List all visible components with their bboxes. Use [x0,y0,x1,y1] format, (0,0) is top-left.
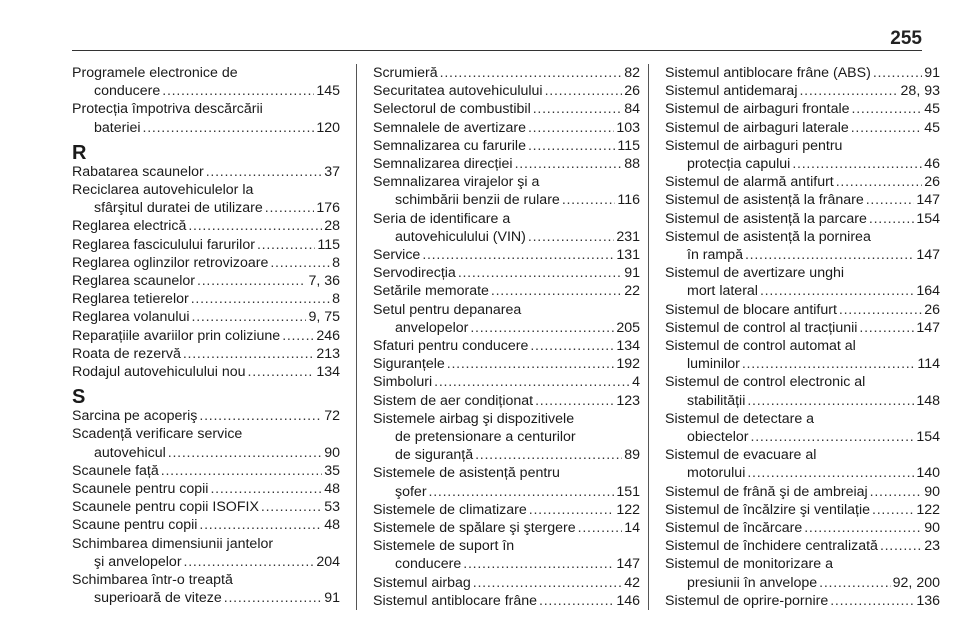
index-entry-page: 204 [316,553,340,570]
index-entry-term: Sistemul de asistență la frânare [665,192,864,209]
index-entry [665,210,940,228]
index-entry-term: bateriei [94,119,141,136]
index-entry [373,337,640,355]
index-entry-page: 45 [924,101,940,118]
index-entry-term: Siguranțele [373,356,445,373]
index-entry-term: Reglarea electrică [72,218,187,235]
index-entry [665,100,940,118]
index-entry [373,592,640,610]
index-entry-term: Sistemul de control al tracțiunii [665,319,858,336]
dot-leader [745,246,914,264]
index-entry [665,483,940,501]
index-entry [72,571,340,607]
index-entry-term: Sistemul de încărcare [665,520,803,537]
dot-leader [440,64,623,82]
index-column-3 [648,64,940,610]
index-entry-term: Roata de rezervă [72,345,181,362]
index-entry-page: 91 [324,590,340,607]
index-entry-term: Scaunele pentru copii ISOFIX [72,499,259,516]
index-entry-page: 23 [924,538,940,555]
index-entry [373,264,640,282]
index-entry-page: 213 [316,345,340,362]
index-entry [373,410,640,465]
index-entry [72,217,340,235]
index-entry [665,519,940,537]
dot-leader [206,163,323,181]
index-entry-term: Sistemul de airbaguri laterale [665,119,849,136]
dot-leader [197,272,306,290]
index-entry [373,501,640,519]
index-entry-page: 28, 93 [900,83,940,100]
index-entry-page: 116 [617,192,640,209]
index-entry-term: Securitatea autovehiculului [373,83,543,100]
dot-leader [545,82,623,100]
index-entry [373,373,640,391]
index-entry-term: Sistemul de asistență la parcare [665,210,867,227]
index-entry [373,355,640,373]
index-entry-term: Setările memorate [373,283,489,300]
index-entry-term: Sistemul de frână şi de ambreiaj [665,483,868,500]
dot-leader [224,589,322,607]
index-entry-page: 147 [916,319,940,336]
index-entry [373,82,640,100]
index-entry-page: 82 [624,65,640,81]
index-entry [72,181,340,217]
index-entry [373,100,640,118]
dot-leader [168,444,322,462]
index-entry-page: 205 [616,319,640,336]
index-entry [373,519,640,537]
index-entry-term: Reglarea tetierelor [72,291,189,308]
index-entry-page: 26 [924,174,940,191]
dot-leader [183,345,314,363]
dot-leader [463,555,614,573]
index-entry-term: Reparațiile avariilor prin coliziune [72,327,281,344]
dot-leader [539,592,614,610]
index-entry-term: Scrumieră [373,65,438,81]
index-entry-page: 148 [916,392,940,409]
index-entry-page: 103 [616,119,640,136]
index-entry-term: protecția capului [687,156,791,173]
index-entry-term: Sistemul airbag [373,574,471,591]
index-entry-text: Sistemul de detectare a [665,410,815,427]
index-entry-term: mort lateral [687,283,758,300]
index-entry-term: Sistemul de blocare antifurt [665,301,837,318]
index-entry-page: 8 [332,291,340,308]
index-entry-page: 48 [324,517,340,534]
dot-leader [869,210,914,228]
index-entry-text: Protecția împotriva descărcării [72,101,263,118]
dot-leader [873,64,922,82]
index-entry [665,64,940,82]
index-entry-page: 42 [624,574,640,591]
index-entry-page: 4 [632,374,640,391]
index-entry-term: sfârşitul duratei de utilizare [94,200,263,217]
index-entry-page: 90 [924,520,940,537]
dot-leader [851,119,922,137]
dot-leader [535,392,614,410]
index-entry-page: 146 [616,592,640,609]
index-entry-page: 22 [624,283,640,300]
index-entry [373,155,640,173]
dot-leader [491,282,622,300]
index-entry-page: 14 [624,520,640,537]
index-entry-page: 131 [616,247,640,264]
index-entry [373,173,640,209]
index-entry-term: conducere [94,83,161,100]
index-entry [72,327,340,345]
dot-leader [475,446,622,464]
index-entry [373,464,640,500]
dot-leader [839,301,922,319]
index-entry-term: Sistemul de alarmă antifurt [665,174,834,191]
dot-leader [870,483,923,501]
index-entry-term: Sistem de aer condiționat [373,392,534,409]
index-entry-page: 147 [916,192,940,209]
index-entry-term: luminilor [687,356,740,373]
dot-leader [751,428,915,446]
dot-leader [261,498,322,516]
dot-leader [270,254,330,272]
dot-leader [530,337,614,355]
index-entry-term: Sistemele de spălare şi ştergere [373,520,576,537]
index-entry [665,301,940,319]
index-entry [373,137,640,155]
dot-leader [184,553,315,571]
index-entry [72,480,340,498]
index-entry-page: 91 [924,65,940,81]
index-entry-term: Sistemul antidemaraj [665,83,798,100]
index-entry-text: Sistemele de asistență pentru [373,465,560,482]
index-entry-term: motorului [687,465,746,482]
index-entry [665,264,940,300]
index-entry-term: Reglarea scaunelor [72,273,196,290]
dot-leader [760,282,914,300]
index-entry-term: Reglarea oglinzilor retrovizoare [72,254,269,271]
index-entry-text: Sistemul de monitorizare a [665,556,833,573]
dot-leader [210,480,322,498]
dot-leader [473,574,622,592]
index-entry-text: Sistemul de avertizare unghi [665,265,845,282]
index-entry-page: 26 [924,301,940,318]
index-entry-term: Sistemul de închidere centralizată [665,538,878,555]
dot-leader [799,82,898,100]
section-letter: S [72,386,86,409]
dot-leader [248,363,315,381]
index-entry [373,392,640,410]
index-entry-page: 115 [317,236,340,253]
index-entry-term: şi anvelopelor [94,553,182,570]
index-entry-text: Sistemele airbag şi dispozitivele [373,410,575,427]
index-entry-term: şofer [395,483,427,500]
index-entry-page: 154 [916,429,940,446]
index-entry-page: 140 [916,465,940,482]
index-entry-text: Setul pentru depanarea [373,301,522,318]
dot-leader [859,319,914,337]
index-entry-page: 192 [616,356,640,373]
index-entry [72,254,340,272]
index-entry [72,272,340,290]
header-rule [72,50,922,51]
dot-leader [162,82,314,100]
index-entry [665,82,940,100]
dot-leader [742,355,916,373]
index-entry [373,246,640,264]
index-entry-page: 122 [616,501,640,518]
index-entry-term: Scaune pentru copii [72,517,198,534]
index-entry-term: Service [373,247,421,264]
index-column-2 [356,64,648,610]
dot-leader [188,217,322,235]
index-entry [373,119,640,137]
index-entry [665,191,940,209]
index-entry-page: 122 [916,501,940,518]
dot-leader [852,100,923,118]
index-entry-term: Sarcina pe acoperiş [72,408,198,425]
index-entry-page: 114 [917,356,940,373]
index-entry [665,173,940,191]
index-entry-text: Schimbarea dimensiunii jantelor [72,535,274,552]
index-entry [72,462,340,480]
index-entry-page: 151 [616,483,640,500]
index-entry-page: 145 [316,83,340,100]
index-entry [72,308,340,326]
index-entry-page: 90 [924,483,940,500]
index-entry-page: 134 [616,338,640,355]
index-entry [373,537,640,573]
dot-leader [143,119,315,137]
index-entry [373,574,640,592]
index-entry [72,163,340,181]
index-entry [665,501,940,519]
index-entry [72,407,340,425]
index-entry-term: Scaunele față [72,462,159,479]
dot-leader [880,537,922,555]
index-entry-term: Simboluri [373,374,433,391]
dot-leader [434,373,630,391]
dot-leader [562,191,616,209]
dot-leader [747,464,914,482]
dot-leader [819,574,891,592]
index-entry [665,555,940,591]
index-entry-page: 35 [324,462,340,479]
index-entry-term: presiunii în anvelope [687,574,818,591]
index-entry [72,516,340,534]
index-entry-page: 154 [916,210,940,227]
dot-leader [470,319,614,337]
index-entry-page: 176 [316,200,340,217]
dot-leader [528,228,614,246]
index-entry [72,345,340,363]
index-entry-text: Schimbarea într-o treaptă [72,572,233,589]
index-entry [665,228,940,264]
dot-leader [447,355,615,373]
dot-leader [804,519,922,537]
index-entry [665,446,940,482]
index-entry-page: 26 [624,83,640,100]
index-entry-page: 88 [624,156,640,173]
index-entry-text: Sistemul de control electronic al [665,374,866,391]
index-entry-term: în rampă [687,247,743,264]
index-entry-text: de pretensionare a centurilor [395,429,576,446]
index-entry-text: Sistemul de airbaguri pentru [665,137,843,154]
dot-leader [836,173,922,191]
index-entry-term: Sistemul de încălzire şi ventilație [665,501,871,518]
index-entry-page: 91 [624,265,640,282]
index-columns [72,64,940,610]
index-entry-page: 89 [624,447,640,464]
index-entry-page: 246 [316,327,340,344]
index-entry-term: Semnalizarea direcției [373,156,513,173]
dot-leader [422,246,614,264]
index-entry-term: Rodajul autovehiculului nou [72,364,246,381]
index-entry-page: 46 [924,156,940,173]
index-entry-term: autovehicul [94,444,166,461]
dot-leader [265,199,315,217]
dot-leader [458,264,622,282]
index-entry-text: Sistemul de control automat al [665,338,856,355]
index-entry-text: Seria de identificare a [373,210,511,227]
dot-leader [515,155,623,173]
index-entry [373,210,640,246]
dot-leader [866,191,915,209]
index-entry [665,119,940,137]
dot-leader [533,100,623,118]
index-entry [665,137,940,173]
index-entry-page: 120 [316,119,340,136]
index-entry-page: 147 [616,556,640,573]
index-entry-page: 92, 200 [892,574,940,591]
index-entry-term: Sistemul antiblocare frâne [373,592,538,609]
dot-leader [528,119,614,137]
index-entry [72,363,340,381]
index-entry [72,425,340,461]
index-entry [72,498,340,516]
section-letter: R [72,141,87,164]
index-entry [72,236,340,254]
index-entry-term: Scaunele pentru copii [72,481,209,498]
index-entry-term: superioară de viteze [94,590,222,607]
index-entry-text: Sistemul de asistență la pornirea [665,228,871,245]
index-entry-term: anvelopelor [395,319,469,336]
dot-leader [429,483,615,501]
index-entry-page: 45 [924,119,940,136]
index-entry-term: Rabatarea scaunelor [72,163,204,180]
index-entry-page: 9, 75 [308,309,340,326]
index-entry-page: 72 [324,408,340,425]
dot-leader [792,155,922,173]
index-entry [72,100,340,136]
index-entry-term: Semnalizarea cu farurile [373,137,526,154]
index-entry-text: Programele electronice de [72,65,238,81]
index-entry-page: 48 [324,481,340,498]
index-entry-term: Semnalele de avertizare [373,119,526,136]
index-entry-page: 231 [616,228,640,245]
index-entry-page: 115 [617,137,640,154]
index-entry-term: conducere [395,556,462,573]
index-entry-page: 7, 36 [308,273,340,290]
index-entry [665,319,940,337]
dot-leader [199,407,322,425]
index-entry-text: Reciclarea autovehiculelor la [72,182,254,199]
index-entry-page: 28 [324,218,340,235]
index-entry-term: Reglarea fasciculului farurilor [72,236,255,253]
index-entry-text: Scadență verificare service [72,426,243,443]
dot-leader [529,501,615,519]
index-entry-page: 147 [916,247,940,264]
index-entry-term: Sistemele de climatizare [373,501,527,518]
index-entry [72,64,340,100]
index-entry-term: Sistemul de airbaguri frontale [665,101,850,118]
dot-leader [199,516,322,534]
index-entry [665,373,940,409]
dot-leader [830,592,914,610]
dot-leader [257,236,315,254]
dot-leader [161,462,322,480]
index-entry-term: obiectelor [687,429,749,446]
dot-leader [192,308,307,326]
index-entry-term: stabilității [687,392,746,409]
index-entry-term: Sfaturi pentru conducere [373,338,529,355]
index-entry-term: Selectorul de combustibil [373,101,531,118]
index-entry [373,301,640,337]
index-entry [665,537,940,555]
dot-leader [747,392,914,410]
index-entry-page: 134 [316,364,340,381]
index-entry-page: 37 [324,163,340,180]
index-entry-term: Reglarea volanului [72,309,190,326]
dot-leader [872,501,914,519]
dot-leader [528,137,615,155]
index-entry-term: Sistemul de oprire-pornire [665,592,829,609]
index-entry-text: Sistemul de evacuare al [665,447,817,464]
index-entry-page: 90 [324,444,340,461]
index-entry-text: Semnalizarea virajelor şi a [373,174,540,191]
index-entry [665,410,940,446]
index-entry [373,64,640,82]
index-entry-page: 84 [624,101,640,118]
index-entry-term: schimbării benzii de rulare [395,192,560,209]
page-number: 255 [890,28,922,49]
index-entry-page: 53 [324,499,340,516]
index-entry-page: 164 [916,283,940,300]
index-entry [373,282,640,300]
dot-leader [578,519,623,537]
index-entry-term: Sistemul antiblocare frâne (ABS) [665,65,871,81]
index-entry-page: 123 [616,392,640,409]
index-entry-term: autovehiculului (VIN) [395,228,526,245]
index-entry [665,592,940,610]
index-entry-term: Servodirecția [373,265,456,282]
index-entry-page: 8 [332,254,340,271]
index-entry-page: 136 [916,592,940,609]
dot-leader [282,327,314,345]
index-entry [72,535,340,571]
index-entry [72,290,340,308]
index-entry [665,337,940,373]
dot-leader [191,290,330,308]
index-entry-term: de siguranță [395,447,474,464]
index-entry-text: Sistemele de suport în [373,538,515,555]
index-column-1 [72,64,348,610]
